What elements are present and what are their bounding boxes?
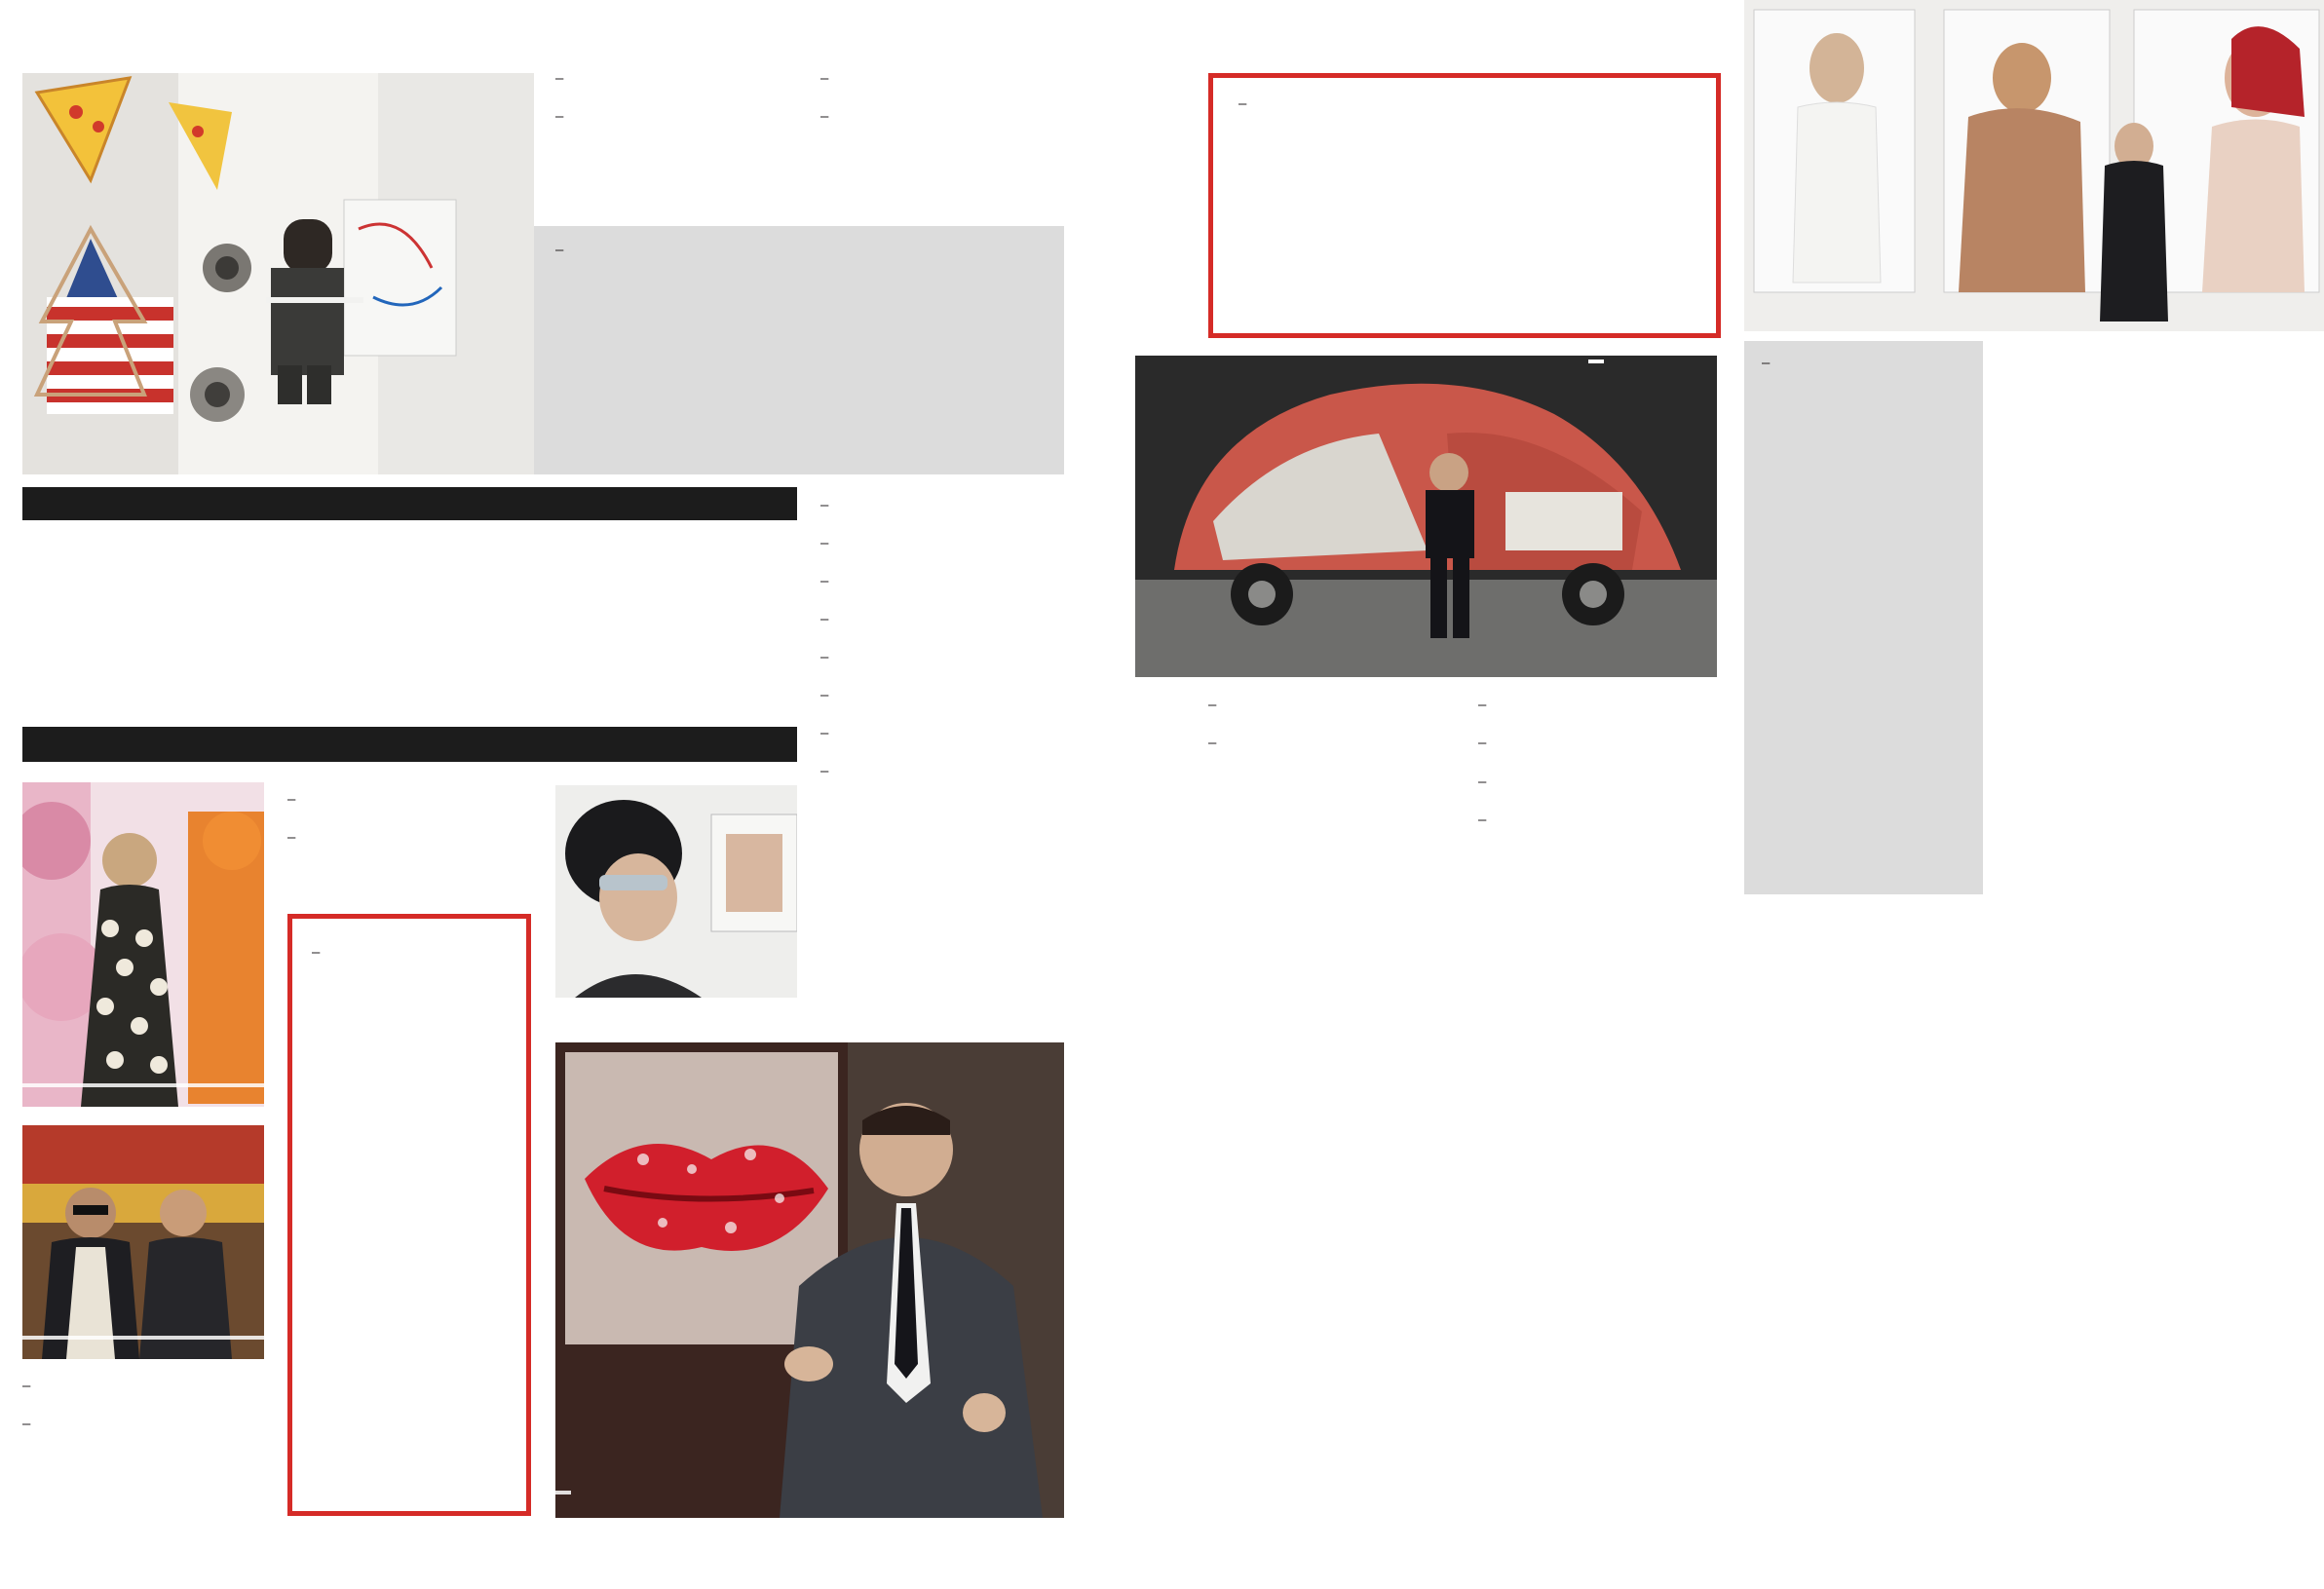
entry-jeff-koons: [820, 533, 1072, 553]
entry-brett-gorvy: [555, 68, 804, 89]
lucien-smith-box: –: [1208, 73, 1721, 338]
entry-mugrabis: [1208, 695, 1452, 715]
entry-kravis: [820, 495, 1072, 515]
entry-glenn-lowry: [820, 647, 1072, 667]
entry-lisa-phillips: [1478, 810, 1720, 830]
nahmads-box: –: [287, 914, 531, 1516]
entry-marian-goodman: [287, 827, 526, 848]
richard-chang-panel: [534, 226, 1064, 474]
entry-obrist: –: [1208, 735, 1217, 751]
entry-michael-mcginnis: [820, 761, 1072, 781]
entry-susan-michael-hort: [820, 106, 1059, 127]
entry-emmanuel-perrotin: –: [1478, 735, 1487, 751]
photo-barbara-gladstone: [555, 785, 797, 998]
entry-friedrich-petzel: [1478, 772, 1720, 792]
photo-gavin-brown: [22, 73, 534, 474]
caption-massimiliano-giono: [555, 1491, 571, 1494]
photo-massimiliano-giono: [555, 1042, 1064, 1518]
mid-entries: [820, 495, 1072, 799]
caption-gavin-brown: [425, 449, 440, 453]
entry-wade-guyton: [820, 68, 1059, 89]
quote-bar-top: [22, 487, 797, 520]
photo-jeanne-greenberg-rohatyn: [1744, 0, 2324, 331]
caption-beth-rudin-dewoody: [22, 1083, 264, 1087]
caption-julian-vito-schnabel: [22, 1336, 264, 1340]
photo-julian-vito-schnabel: [22, 1125, 264, 1359]
photo-beth-rudin-dewoody: [22, 782, 264, 1107]
caption-adam-lindemann: [1588, 359, 1604, 363]
caption-barbara-gladstone: [555, 1000, 571, 1003]
entry-agnes-gund: [555, 106, 804, 127]
holland-roberta-panel: –: [1744, 341, 1983, 894]
quote-bar-bottom: [22, 727, 797, 762]
entry-dayan-lindemann: [820, 609, 1072, 629]
richard-chang-text: –: [555, 242, 564, 258]
entry-anne-pasternak: [1478, 695, 1720, 715]
entry-bjarne-melgaard: [820, 723, 1072, 743]
entry-barbara-gladstone: [22, 1376, 264, 1396]
entry-massimiliano-gioni: [22, 1414, 264, 1434]
photo-adam-lindemann: [1135, 356, 1717, 677]
entry-roselee-goldberg: [287, 789, 526, 810]
caption-jeanne-greenberg-rohatyn: [1754, 305, 1770, 309]
entry-daniel-loeb: [820, 685, 1072, 705]
entry-dominique-levy: [820, 571, 1072, 591]
